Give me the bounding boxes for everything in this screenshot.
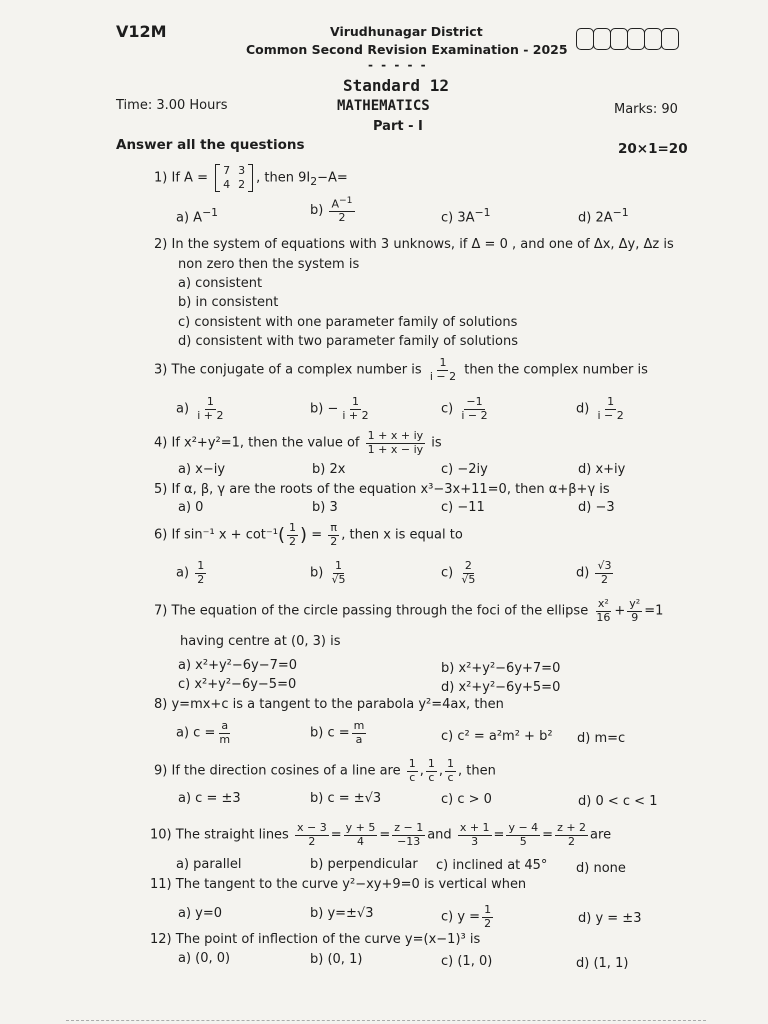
fraction-denominator: a <box>355 732 363 746</box>
fraction-denominator: 2 <box>568 834 576 848</box>
q6-option-d <box>576 560 615 586</box>
instructions: Answer all the questions <box>116 137 305 153</box>
left-paren: ( <box>277 524 286 546</box>
question-10 <box>150 822 611 848</box>
question-4 <box>154 430 442 456</box>
question-8 <box>154 697 504 712</box>
fraction-denominator: 2 <box>289 534 297 548</box>
register-box <box>576 28 594 50</box>
fraction <box>344 822 378 848</box>
q2-option-a: a) consistent <box>178 276 263 291</box>
question-text: , then <box>458 763 496 779</box>
question-number: 6) <box>154 527 168 543</box>
q10-option-d: d) none <box>576 861 626 876</box>
question-text: −A= <box>317 170 348 186</box>
fraction <box>627 598 642 624</box>
fraction-numerator: 1 <box>206 395 214 408</box>
fraction-numerator: 1 <box>408 757 416 770</box>
fraction <box>217 720 232 746</box>
fraction-numerator: −1 <box>466 395 483 408</box>
fraction-denominator: √5 <box>331 572 346 586</box>
question-1 <box>154 164 348 192</box>
q8-option-a <box>176 720 234 746</box>
q11-option-b: b) y=±√3 <box>310 906 374 921</box>
fraction-denominator: 2 <box>484 916 492 930</box>
q8-option-b <box>310 720 368 746</box>
time-label: Time: 3.00 Hours <box>116 98 228 113</box>
fraction-numerator: m <box>353 719 365 732</box>
fraction <box>459 396 489 422</box>
q1-option-d <box>578 206 629 225</box>
fraction <box>195 396 225 422</box>
question-number: 7) <box>154 603 168 619</box>
question-text: The straight lines <box>175 827 289 843</box>
fraction <box>426 758 437 784</box>
superscript: −1 <box>202 206 219 219</box>
fraction-numerator: 1 <box>351 395 359 408</box>
option-text: c) <box>441 401 454 417</box>
option-text: a) <box>176 401 190 417</box>
fraction-denominator: 4 <box>356 834 364 848</box>
option-text: a) c = <box>176 725 216 741</box>
q3-option-b <box>310 396 373 422</box>
question-number: 3) <box>154 362 168 378</box>
question-text: If the direction cosines of a line are <box>171 763 401 779</box>
q3-option-c <box>441 396 492 422</box>
q12-option-b: b) (0, 1) <box>310 952 363 967</box>
matrix <box>215 164 253 192</box>
standard-label: Standard 12 <box>343 76 449 95</box>
q1-option-c <box>441 206 490 225</box>
register-box <box>593 28 611 50</box>
fraction-numerator: A <box>331 197 339 211</box>
register-box <box>661 28 679 50</box>
option-text: b) − <box>310 401 339 417</box>
option-text: a) <box>176 565 190 581</box>
plus-sign: + <box>614 603 626 619</box>
fraction-numerator: 1 <box>197 559 205 572</box>
question-number: 12) <box>150 932 172 947</box>
fraction-numerator: z + 2 <box>557 821 587 834</box>
superscript: −1 <box>474 206 491 219</box>
q4-option-d: d) x+iy <box>578 462 626 477</box>
q2-option-b: b) in consistent <box>178 295 279 310</box>
q12-option-d: d) (1, 1) <box>576 956 629 971</box>
fraction-denominator: m <box>219 732 231 746</box>
question-number: 8) <box>154 697 168 712</box>
fraction-numerator: 1 <box>439 356 447 369</box>
option-text: c) y = <box>441 909 481 925</box>
q9-option-d: d) 0 < c < 1 <box>578 794 658 809</box>
q12-option-c: c) (1, 0) <box>441 954 493 969</box>
option-text: b) <box>310 565 324 581</box>
title-divider: - - - - - <box>368 58 428 72</box>
fraction <box>352 720 367 746</box>
fraction <box>506 822 540 848</box>
question-text: =1 <box>644 603 664 619</box>
subject-title: MATHEMATICS <box>337 98 430 114</box>
q10-option-a: a) parallel <box>176 857 242 872</box>
question-number: 1) <box>154 170 168 186</box>
fraction-numerator: 1 <box>447 757 455 770</box>
q9-option-a: a) c = ±3 <box>178 791 241 806</box>
equals-sign: = <box>379 827 391 843</box>
fraction-numerator: z − 1 <box>394 821 424 834</box>
question-2-line-2: non zero then the system is <box>178 257 360 272</box>
question-text: then the complex number is <box>464 362 648 378</box>
question-text: , then x is equal to <box>341 527 463 543</box>
fraction-denominator: 2 <box>600 572 608 586</box>
fraction-denominator: 3 <box>471 834 479 848</box>
matrix-cell: 2 <box>238 177 246 191</box>
q3-option-a <box>176 396 227 422</box>
option-text: d) 2A <box>578 210 613 226</box>
question-2 <box>154 237 674 252</box>
equals-sign: = <box>311 527 323 543</box>
q7-option-d: d) x²+y²−6y+5=0 <box>441 680 561 695</box>
fraction-numerator: 1 <box>334 559 342 572</box>
q3-option-d <box>576 396 628 422</box>
fraction-denominator: 2 <box>197 572 205 586</box>
q2-option-d: d) consistent with two parameter family of solutions <box>178 334 518 349</box>
fraction <box>366 430 426 456</box>
question-text: is <box>431 435 442 451</box>
fraction <box>407 758 418 784</box>
fraction-numerator: a <box>221 719 229 732</box>
fraction-denominator: √5 <box>461 572 476 586</box>
q5-option-c: c) −11 <box>441 500 485 515</box>
marks-label: Marks: 90 <box>614 102 678 117</box>
register-box <box>627 28 645 50</box>
fraction-denominator: 16 <box>596 610 611 624</box>
paper-code: V12M <box>116 22 167 41</box>
question-number: 4) <box>154 435 168 451</box>
question-text: y=mx+c is a tangent to the parabola y²=4ax, then <box>171 697 504 712</box>
matrix-cell: 7 <box>223 164 231 177</box>
fraction-numerator: 1 <box>607 395 615 408</box>
question-text: , then 9I <box>256 170 311 186</box>
fraction <box>195 560 206 586</box>
question-text: The equation of the circle passing through the foci of the ellipse <box>171 603 589 619</box>
fraction-numerator: √3 <box>597 559 612 572</box>
fraction-denominator: 5 <box>519 834 527 848</box>
fraction <box>392 822 425 848</box>
q7-option-a: a) x²+y²−6y−7=0 <box>178 658 298 673</box>
question-7-line-2: having centre at (0, 3) is <box>180 634 341 649</box>
question-text: and <box>427 827 452 843</box>
fraction <box>428 357 458 383</box>
fraction <box>287 522 298 548</box>
fraction <box>482 904 493 930</box>
q7-option-b: b) x²+y²−6y+7=0 <box>441 661 561 676</box>
fraction-numerator: y + 5 <box>345 821 376 834</box>
question-number: 11) <box>150 877 172 892</box>
question-7 <box>154 598 663 624</box>
q9-option-c: c) c > 0 <box>441 792 492 807</box>
question-12 <box>150 932 480 947</box>
fraction-denominator: 2 <box>330 534 338 548</box>
fraction <box>328 522 339 548</box>
question-6 <box>154 522 463 548</box>
q2-option-c: c) consistent with one parameter family of solutions <box>178 315 518 330</box>
fraction-denominator: 1 + x − iy <box>367 442 424 456</box>
exam-title: Common Second Revision Examination - 2025 <box>246 42 568 57</box>
fraction-numerator: 1 <box>427 757 435 770</box>
option-text: d) <box>576 401 590 417</box>
matrix-cell: 3 <box>238 164 246 177</box>
question-9: 9) If the direction cosines of a line are $\frac{1}{c}$ , $\frac{1}{c}$ , $\frac{1}{c}$ , then <box>154 757 496 784</box>
q1-option-b <box>310 196 357 225</box>
fraction-denominator: i + 2 <box>197 408 224 422</box>
right-paren: ) <box>300 524 308 546</box>
fraction-numerator: 1 <box>484 903 492 916</box>
fraction <box>329 196 354 225</box>
question-number: 10) <box>150 827 172 843</box>
fraction-numerator: x² <box>597 597 609 610</box>
q5-option-d: d) −3 <box>578 500 615 515</box>
fraction <box>555 822 588 848</box>
fraction-denominator: −13 <box>397 834 421 848</box>
fraction-denominator: 9 <box>631 610 639 624</box>
option-text: b) <box>310 202 324 218</box>
matrix-cell: 4 <box>223 177 231 191</box>
question-text: If α, β, γ are the roots of the equation x³−3x+11=0, then α+β+γ is <box>171 482 610 497</box>
fraction-denominator: i − 2 <box>597 408 624 422</box>
question-text: In the system of equations with 3 unknows, if Δ = 0 , and one of Δx, Δy, Δz is <box>171 237 674 252</box>
fraction-numerator: x + 1 <box>459 821 490 834</box>
question-text: are <box>590 827 612 843</box>
fraction <box>595 396 625 422</box>
q4-option-c: c) −2iy <box>441 462 488 477</box>
district-name: Virudhunagar District <box>330 24 483 39</box>
q6-option-b <box>310 560 349 586</box>
fraction-denominator: c <box>409 770 416 784</box>
q4-option-a: a) x−iy <box>178 462 226 477</box>
question-number: 9) <box>154 763 168 779</box>
question-text: The point of inflection of the curve y=(x−1)³ is <box>175 932 481 947</box>
register-number-boxes <box>576 28 678 50</box>
q5-option-b: b) 3 <box>312 500 338 515</box>
fraction <box>595 560 613 586</box>
part-label: Part - I <box>373 119 423 134</box>
q12-option-a: a) (0, 0) <box>178 951 231 966</box>
fraction <box>329 560 347 586</box>
q7-option-c: c) x²+y²−6y−5=0 <box>178 677 297 692</box>
register-box <box>644 28 662 50</box>
q11-option-d: d) y = ±3 <box>578 911 642 926</box>
fraction-denominator: c <box>447 770 454 784</box>
fraction-denominator: c <box>428 770 435 784</box>
fraction <box>458 822 492 848</box>
q9-option-b: b) c = ±√3 <box>310 791 382 806</box>
matrix-label: A = <box>184 170 208 186</box>
superscript: −1 <box>612 206 629 219</box>
fraction-numerator: y − 4 <box>508 821 539 834</box>
fraction <box>295 822 329 848</box>
question-3 <box>154 357 648 383</box>
page-bottom-divider <box>66 1020 706 1021</box>
fraction <box>594 598 612 624</box>
fraction-numerator: π <box>330 521 338 534</box>
fraction-denominator: i − 2 <box>429 369 457 383</box>
question-5 <box>154 482 610 497</box>
fraction-numerator: y² <box>629 597 641 610</box>
q5-option-a: a) 0 <box>178 500 204 515</box>
q11-option-c <box>441 904 495 930</box>
q1-option-a <box>176 206 218 225</box>
question-text: The conjugate of a complex number is <box>171 362 422 378</box>
option-text: b) c = <box>310 725 350 741</box>
fraction-numerator: x − 3 <box>296 821 327 834</box>
fraction-denominator: 2 <box>338 211 346 225</box>
option-text: c) 3A <box>441 210 475 226</box>
fraction-numerator: 1 <box>289 521 297 534</box>
equals-sign: = <box>493 827 505 843</box>
question-number: 2) <box>154 237 168 252</box>
option-text: c) <box>441 565 454 581</box>
q8-option-c: c) c² = a²m² + b² <box>441 729 553 744</box>
subscript: 2 <box>310 174 318 188</box>
option-text: d) <box>576 565 590 581</box>
question-text: The tangent to the curve y²−xy+9=0 is vertical when <box>175 877 527 892</box>
option-text: a) A <box>176 210 203 226</box>
fraction-numerator: 2 <box>464 559 472 572</box>
marks-scheme: 20×1=20 <box>618 141 688 157</box>
fraction-numerator: 1 + x + iy <box>367 429 424 442</box>
q4-option-b: b) 2x <box>312 462 346 477</box>
question-number: 5) <box>154 482 168 497</box>
equals-sign: = <box>542 827 554 843</box>
register-box <box>610 28 628 50</box>
equals-sign: = <box>330 827 342 843</box>
question-text: If x²+y²=1, then the value of <box>171 435 360 451</box>
fraction <box>445 758 456 784</box>
q8-option-d: d) m=c <box>577 731 626 746</box>
fraction-denominator: i + 2 <box>342 408 369 422</box>
q11-option-a: a) y=0 <box>178 906 223 921</box>
q10-option-b: b) perpendicular <box>310 857 418 872</box>
superscript: −1 <box>339 195 353 206</box>
question-text: If <box>171 170 180 186</box>
q10-option-c: c) inclined at 45° <box>436 858 548 873</box>
q6-option-c <box>441 560 479 586</box>
question-11 <box>150 877 526 892</box>
fraction <box>340 396 370 422</box>
fraction-denominator: i − 2 <box>461 408 488 422</box>
fraction-denominator: 2 <box>308 834 316 848</box>
question-text: If sin⁻¹ x + cot⁻¹ <box>171 527 278 543</box>
fraction <box>459 560 477 586</box>
q6-option-a <box>176 560 208 586</box>
